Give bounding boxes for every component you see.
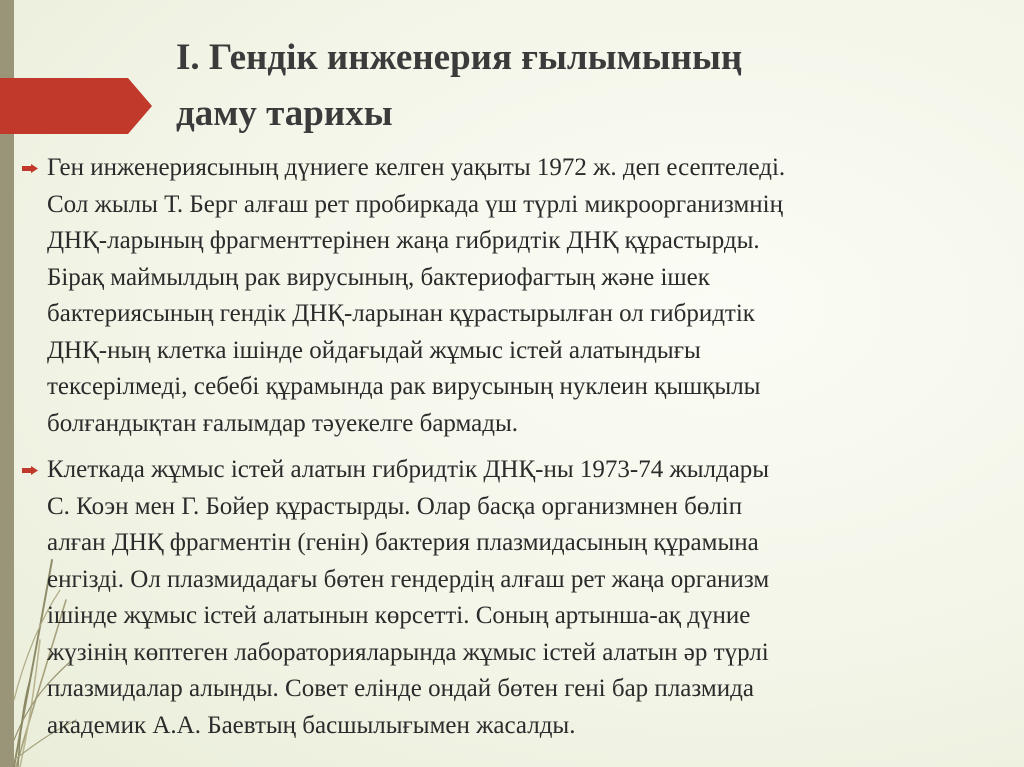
bullet-text: Клеткада жұмыс істей алатын гибридтік ДНҚ-ны 1973-74 жылдары С. Коэн мен Г. Бойер құрастырды. Олар басқа организмнен бөліп алған ДНҚ фрагментін (генін) бактерия плазмидасының құрамына енгізді. Ол плазмидадағы бөтен гендердің алғаш рет жаңа организм ішінде жұмыс істей алатынын көрсетті. Соның артынша-ақ дүние жүзінің көптеген лабораторияларында жұмыс істей алатын әр түрлі плазмидалар алынды. Совет елінде ондай бөтен гені бар плазмида академик А.А. Баевтың басшылығымен жасалды.	[47, 456, 770, 739]
arrow-bullet-icon	[22, 466, 38, 475]
bullet-item	[20, 150, 1000, 442]
title-accent-tab	[0, 78, 152, 134]
slide-title: I. Гендік инженерия ғылымының даму тарихы	[176, 37, 743, 134]
bullet-text: Ген инженериясының дүниеге келген уақыты 1972 ж. деп есептеледі. Сол жылы Т. Берг алғаш рет пробиркада үш түрлі микроорганизмнің ДНҚ-ларының фрагменттерінен жаңа гибридтік ДНҚ құрастырды. Бірақ маймылдың рак вирусының, бактериофагтың және ішек бактериясының гендік ДНҚ-ларынан құрастырылған ол гибридтік ДНҚ-ның клетка ішінде ойдағыдай жұмыс істей алатындығы тексерілмеді, себебі құрамында рак вирусының нуклеин қышқылы болғандықтан ғалымдар тәуекелге бармады.	[47, 154, 786, 437]
bullet-item	[20, 452, 1000, 744]
arrow-bullet-icon	[22, 164, 38, 173]
slide-content	[20, 150, 1000, 754]
